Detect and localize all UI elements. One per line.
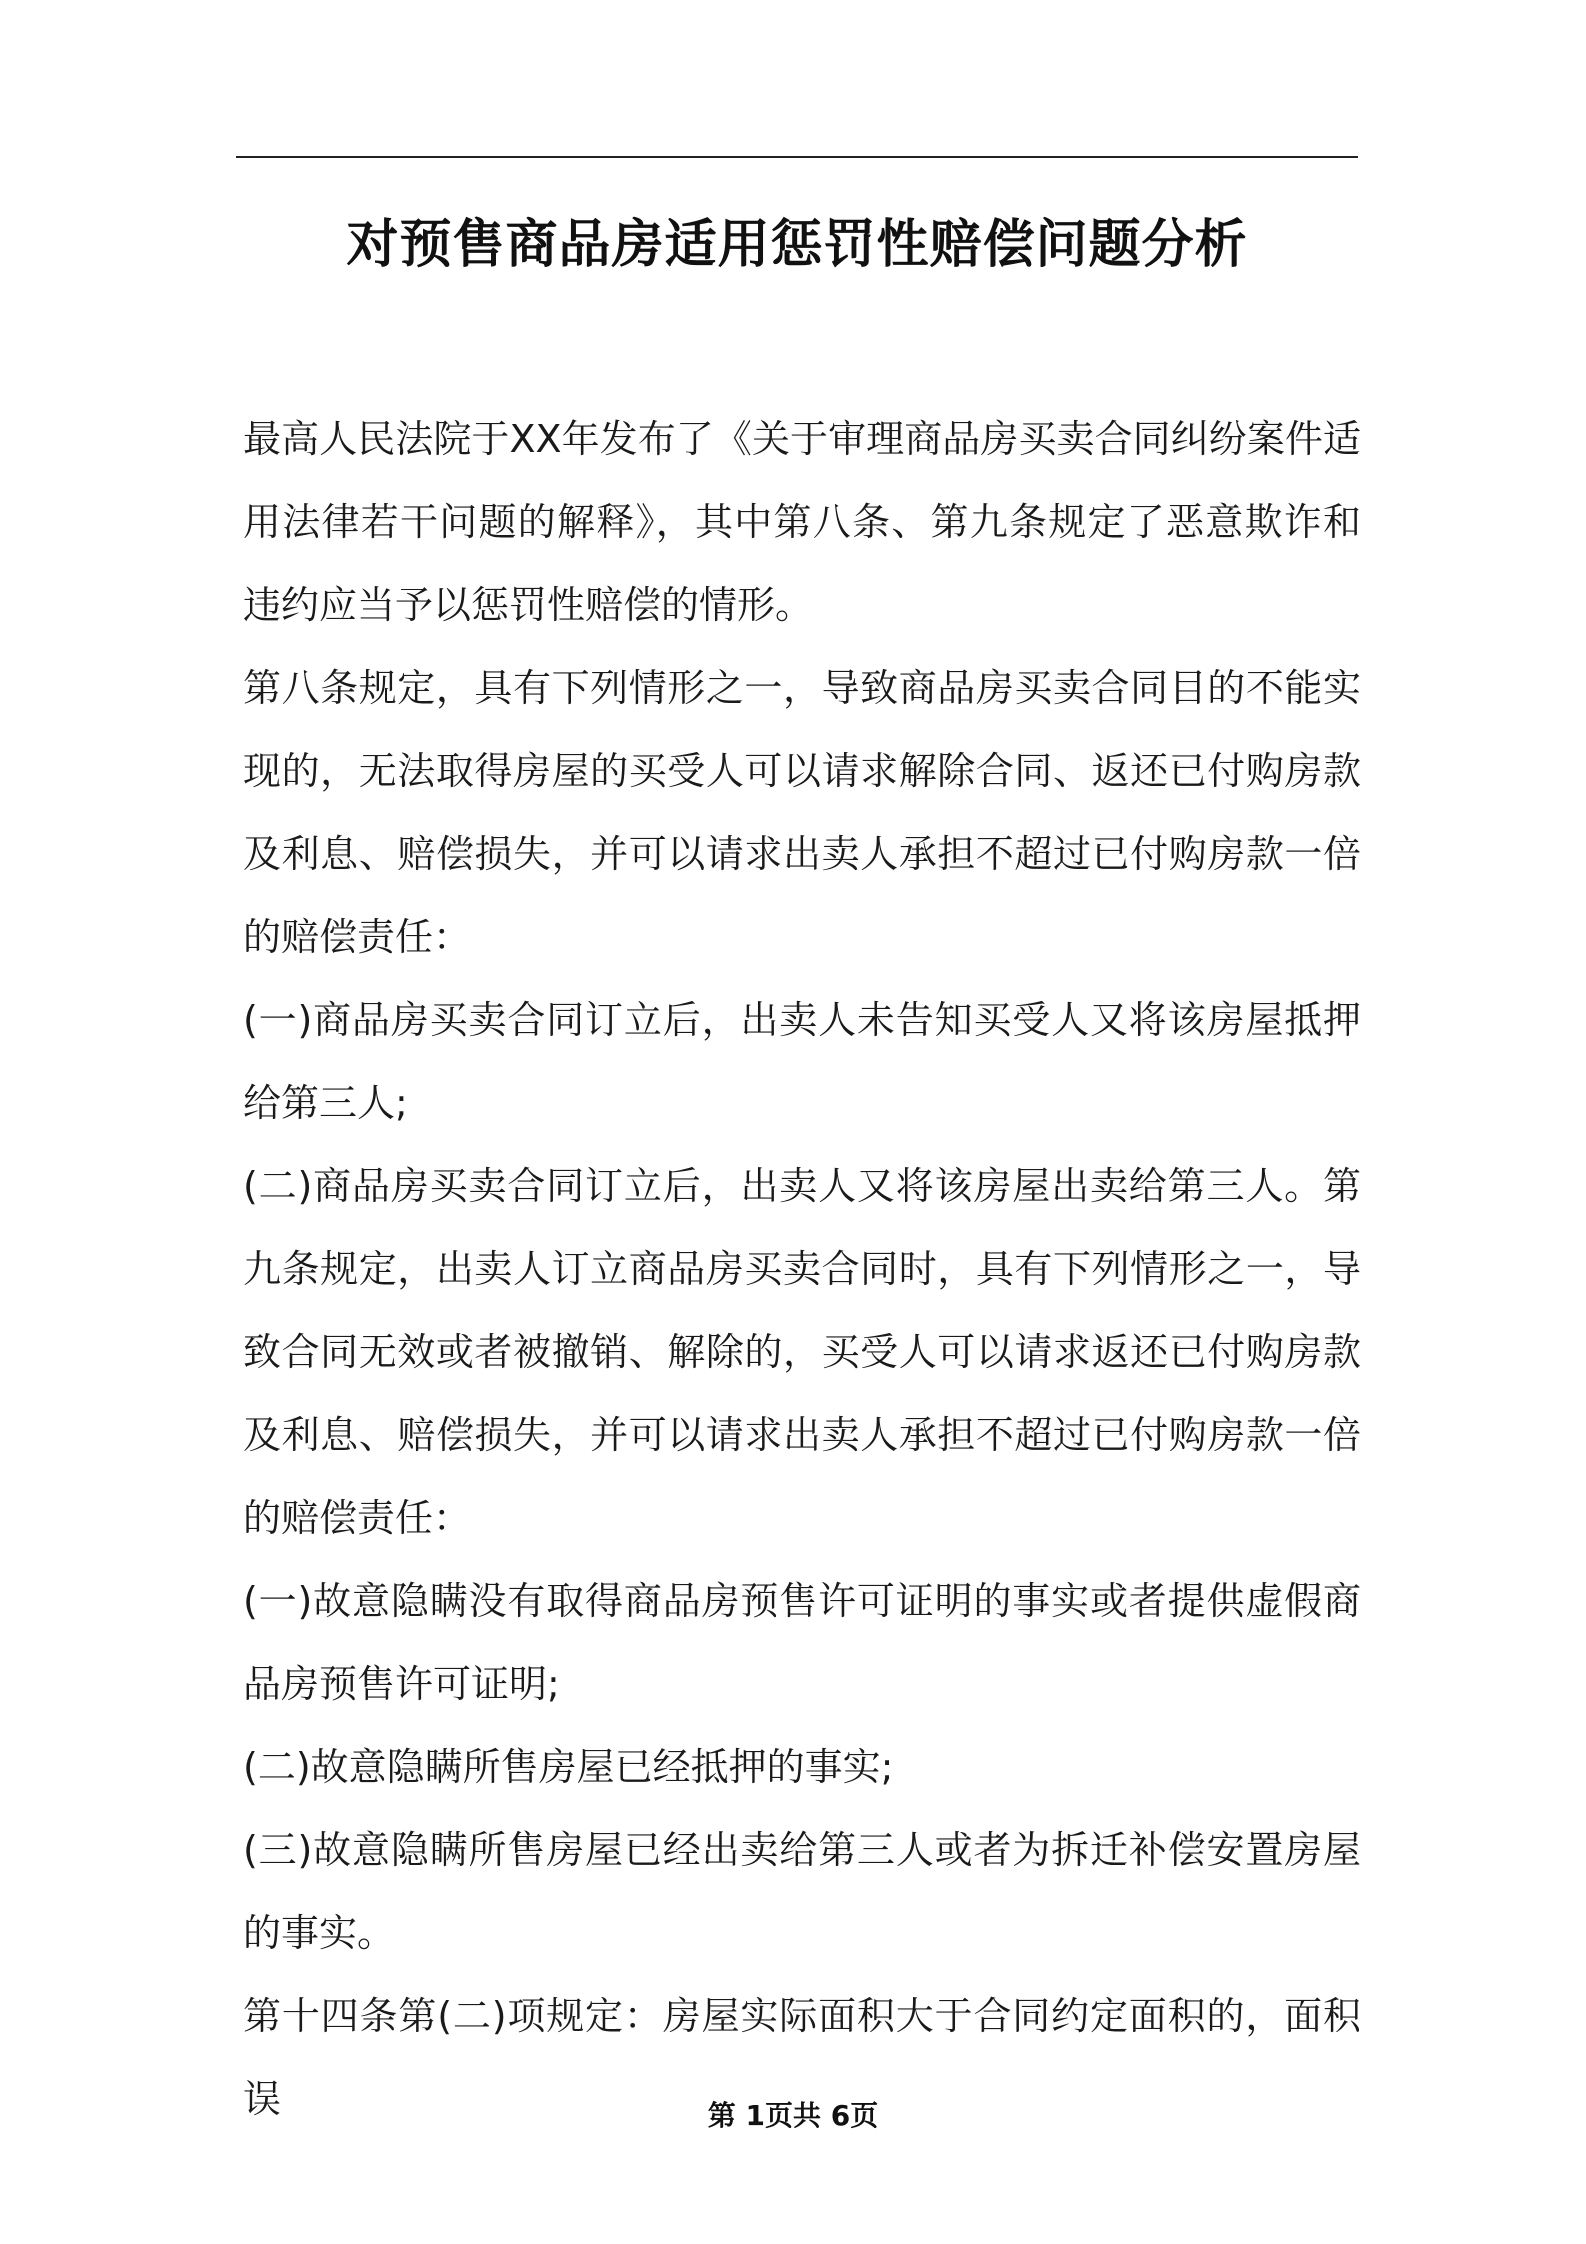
paragraph-article-8: 第八条规定，具有下列情形之一，导致商品房买卖合同目的不能实现的，无法取得房屋的买受人可以请求解除合同、返还已付购房款及利息、赔偿损失，并可以请求出卖人承担不超过已付购房款一倍的赔偿责任： [243,666,1361,959]
document-body [243,398,1361,2141]
header-rule [236,156,1358,158]
paragraph-article-14: 第十四条第(二)项规定：房屋实际面积大于合同约定面积的，面积误 [243,1994,1361,2121]
document-title: 对预售商品房适用惩罚性赔偿问题分析 [346,215,1248,275]
paragraph-item-1: (一)商品房买卖合同订立后，出卖人未告知买受人又将该房屋抵押给第三人; [243,998,1361,1125]
page-number-footer: 第 1页共 6页 [707,2099,879,2132]
paragraph-intro: 最高人民法院于XX年发布了《关于审理商品房买卖合同纠纷案件适用法律若干问题的解释》，其中第八条、第九条规定了恶意欺诈和违约应当予以惩罚性赔偿的情形。 [243,417,1361,627]
paragraph-item-3-b: (三)故意隐瞒所售房屋已经出卖给第三人或者为拆迁补偿安置房屋的事实。 [243,1828,1361,1955]
paragraph-item-1-b: (一)故意隐瞒没有取得商品房预售许可证明的事实或者提供虚假商品房预售许可证明; [243,1579,1361,1706]
paragraph-item-2-article-9: (二)商品房买卖合同订立后，出卖人又将该房屋出卖给第三人。第九条规定，出卖人订立商品房买卖合同时，具有下列情形之一，导致合同无效或者被撤销、解除的，买受人可以请求返还已付购房款及利息、赔偿损失，并可以请求出卖人承担不超过已付购房款一倍的赔偿责任： [243,1164,1361,1540]
paragraph-item-2-b: (二)故意隐瞒所售房屋已经抵押的事实; [243,1745,894,1789]
